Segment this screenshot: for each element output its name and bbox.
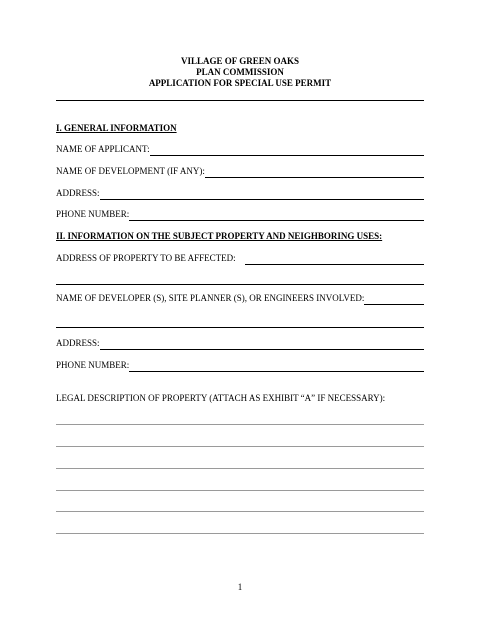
developer-phone-line[interactable] — [129, 362, 424, 372]
developer-names-field[interactable] — [56, 293, 424, 305]
section-subject-property-title: II. INFORMATION ON THE SUBJECT PROPERTY AND NEIGHBORING USES: — [56, 231, 383, 241]
developer-address-field[interactable] — [56, 338, 424, 350]
legal-description-line-6[interactable] — [56, 533, 424, 534]
applicant-name-label: NAME OF APPLICANT: — [56, 144, 150, 154]
development-name-field[interactable] — [56, 166, 424, 178]
property-address-extra-line[interactable] — [56, 284, 424, 285]
applicant-address-field[interactable] — [56, 188, 424, 200]
property-address-field[interactable] — [56, 253, 424, 265]
applicant-phone-line[interactable] — [129, 211, 424, 221]
developer-names-extra-line[interactable] — [56, 327, 424, 328]
applicant-name-line[interactable] — [150, 146, 424, 156]
legal-description-line-1[interactable] — [56, 424, 424, 425]
applicant-address-label: ADDRESS: — [56, 188, 100, 198]
legal-description-line-4[interactable] — [56, 490, 424, 491]
header-village-name: VILLAGE OF GREEN OAKS — [181, 56, 299, 66]
applicant-phone-field[interactable] — [56, 209, 424, 221]
developer-phone-label: PHONE NUMBER: — [56, 360, 130, 370]
section-general-information-title: I. GENERAL INFORMATION — [56, 123, 177, 133]
developer-address-label: ADDRESS: — [56, 338, 100, 348]
property-address-label: ADDRESS OF PROPERTY TO BE AFFECTED: — [56, 253, 236, 263]
development-name-line[interactable] — [205, 168, 424, 178]
developer-address-line[interactable] — [100, 340, 424, 350]
legal-description-line-3[interactable] — [56, 468, 424, 469]
legal-description-line-2[interactable] — [56, 446, 424, 447]
header-application-title: APPLICATION FOR SPECIAL USE PERMIT — [148, 78, 332, 88]
developer-names-label: NAME OF DEVELOPER (S), SITE PLANNER (S), OR ENGINEERS INVOLVED: — [56, 293, 365, 303]
legal-description-line-5[interactable] — [56, 511, 424, 512]
applicant-phone-label: PHONE NUMBER: — [56, 209, 130, 219]
developer-names-line[interactable] — [364, 295, 424, 305]
legal-description-label: LEGAL DESCRIPTION OF PROPERTY (ATTACH AS EXHIBIT “A” IF NECESSARY): — [56, 393, 386, 403]
applicant-address-line[interactable] — [100, 190, 424, 200]
header-commission: PLAN COMMISSION — [196, 67, 284, 77]
development-name-label: NAME OF DEVELOPMENT (IF ANY): — [56, 166, 205, 176]
page-number: 1 — [237, 582, 243, 592]
header-divider — [56, 100, 424, 101]
applicant-name-field[interactable] — [56, 144, 424, 156]
property-address-line[interactable] — [245, 255, 424, 265]
developer-phone-field[interactable] — [56, 360, 424, 372]
